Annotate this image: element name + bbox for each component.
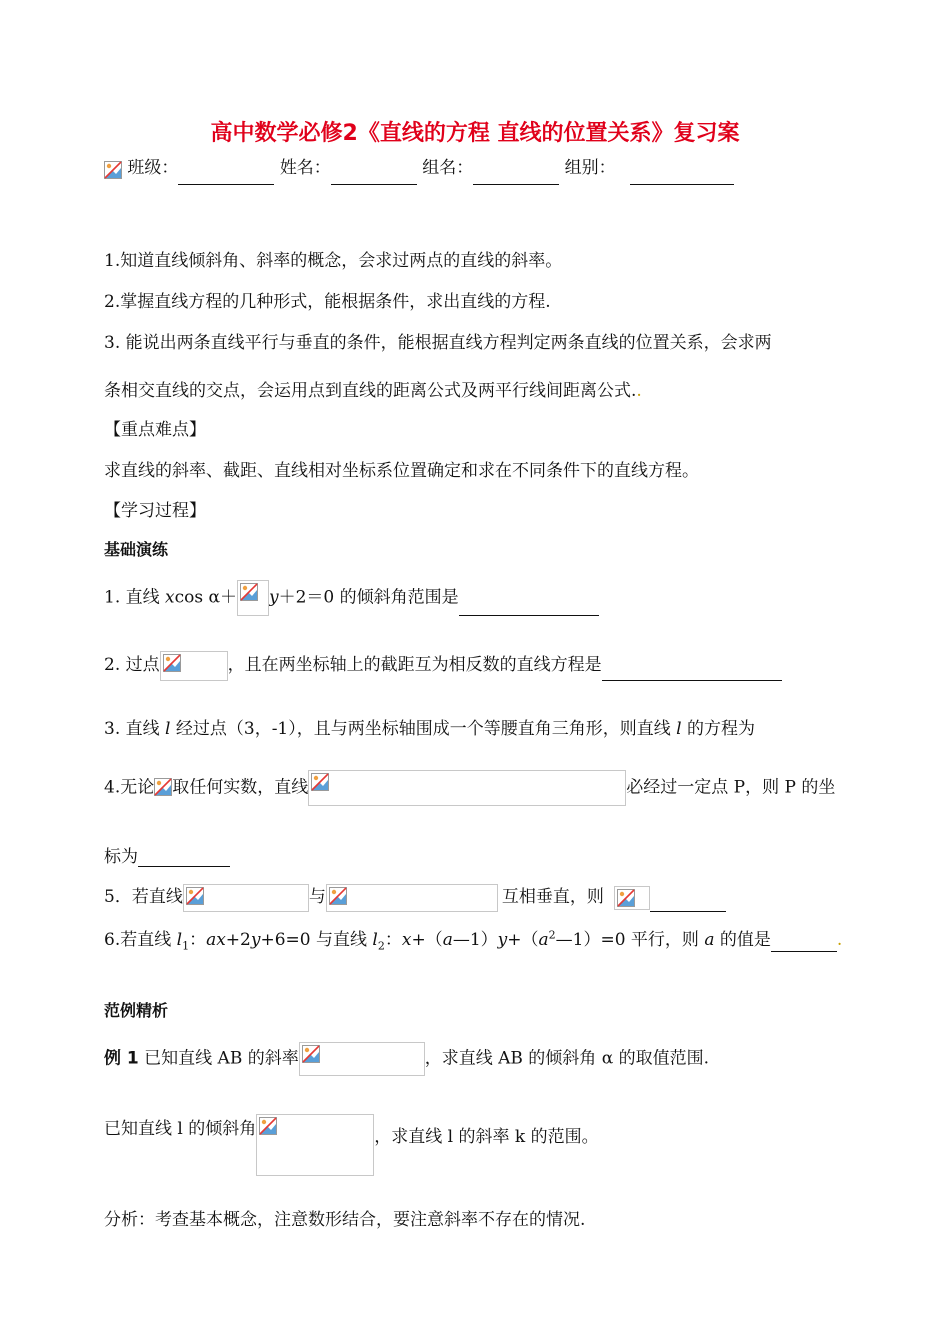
question-4-cont: 标为 [104,842,230,867]
key-text: 求直线的斜率、截距、直线相对坐标系位置确定和求在不同条件下的直线方程。 [104,461,699,481]
question-6: 6.若直线 $l_1$：ax+2y+6=0 与直线 $l_2$：$x+(a—1)y+(a^2—1)=0$ 平行，则 a 的值是 . [104,928,843,953]
broken-image-icon [104,153,122,185]
point-image [160,651,228,681]
group-blank[interactable] [473,166,559,185]
example-1: 例 1 已知直线 AB 的斜率 ，求直线 AB 的倾斜角 α 的取值范围. [104,1042,709,1076]
group-no-label: 组别： [564,158,616,178]
process-heading: 【学习过程】 [104,501,206,521]
variable-image [154,776,172,800]
analysis: 分析：考查基本概念，注意数形结合，要注意斜率不存在的情况. [104,1210,586,1230]
key-heading: 【重点难点】 [104,420,206,440]
line-equation-image [308,770,626,806]
slope-image [299,1042,425,1076]
answer-blank-5[interactable] [650,893,726,912]
question-1: 1. 直线 xcos α＋ y＋2＝0 的倾斜角范围是 [104,580,599,616]
formula-image [237,580,269,616]
answer-blank-6[interactable] [771,933,837,952]
class-label: 班级： [127,158,179,178]
question-5: 5．若直线 与 互相垂直，则 [104,882,726,912]
example-heading: 范例精析 [104,1001,169,1020]
objective-3: 3. 能说出两条直线平行与垂直的条件，能根据直线方程判定两条直线的位置关系，会求两 [104,333,772,353]
line1-image [183,884,309,912]
name-blank[interactable] [331,166,417,185]
page-title: 高中数学必修2《直线的方程 直线的位置关系》复习案 [210,121,740,146]
objective-2: 2.掌握直线方程的几种形式，能根据条件，求出直线的方程. [104,292,551,312]
answer-blank-1[interactable] [459,597,599,616]
line2-image [326,884,498,912]
name-label: 姓名： [279,158,331,178]
info-row [104,153,734,185]
example-1b: 已知直线 l 的倾斜角 ，求直线 l 的斜率 k 的范围。 [104,1114,599,1176]
basic-heading: 基础演练 [104,540,169,559]
question-4: 4.无论 取任何实数，直线 必经过一定点 P，则 P 的坐 [104,770,835,806]
group-no-blank[interactable] [630,166,734,185]
class-blank[interactable] [178,166,274,185]
answer-blank-2[interactable] [602,662,782,681]
question-2: 2. 过点 ，且在两坐标轴上的截距互为相反数的直线方程是 [104,650,782,681]
objective-3-cont: 条相交直线的交点，会运用点到直线的距离公式及两平行线间距离公式.. [104,381,642,401]
answer-blank-4[interactable] [138,848,230,867]
variable-image [614,886,650,910]
objective-1: 1.知道直线倾斜角、斜率的概念，会求过两点的直线的斜率。 [104,251,563,271]
question-3: 3. 直线 l 经过点（3，-1），且与两坐标轴围成一个等腰直角三角形，则直线 l 的方程为 [104,719,755,739]
group-label: 组名： [422,158,474,178]
angle-image [256,1114,374,1176]
